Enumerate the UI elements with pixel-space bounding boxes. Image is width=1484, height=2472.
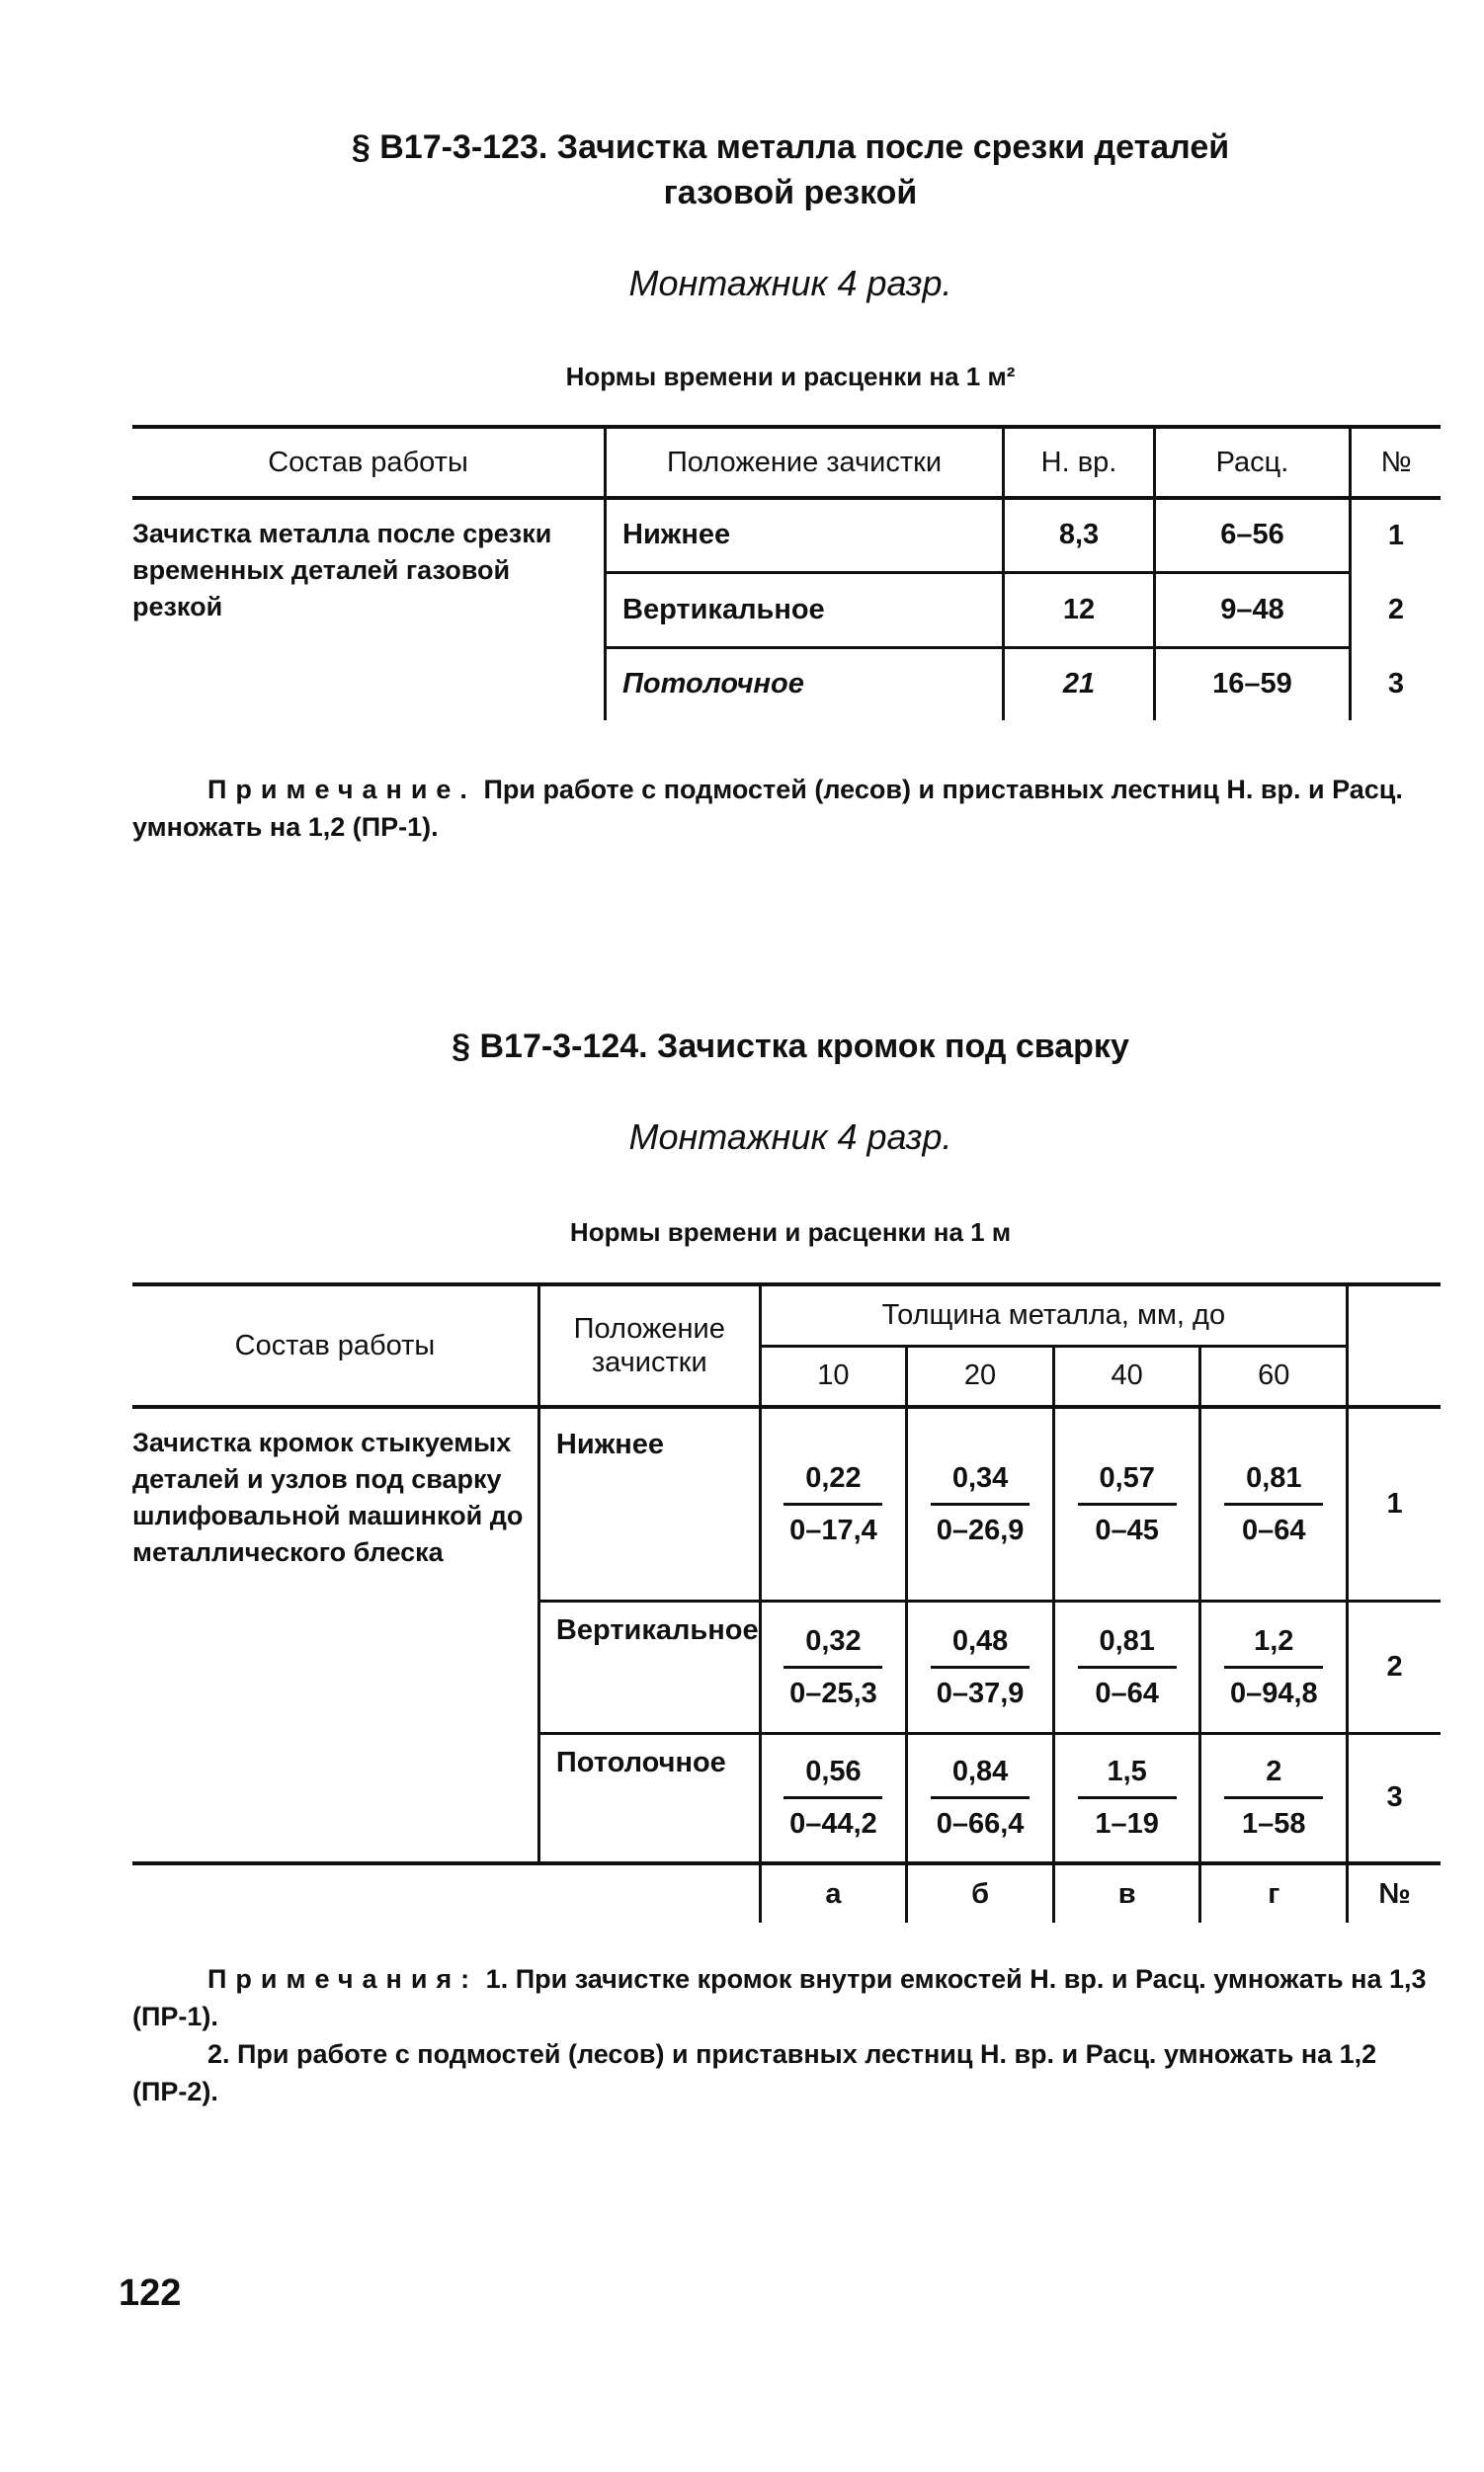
header-thickness-40: 40 xyxy=(1053,1346,1200,1407)
row-2-position: Вертикальное xyxy=(606,572,1004,647)
row-3-number: 3 xyxy=(1348,1733,1441,1863)
row-1-position: Нижнее xyxy=(538,1407,760,1601)
header-empty xyxy=(1348,1284,1441,1407)
row-2-value-40 xyxy=(1055,1624,1199,1710)
row-2-rate: 9–48 xyxy=(1155,572,1351,647)
row-3-rate: 16–59 xyxy=(1155,647,1351,720)
header-thickness-60: 60 xyxy=(1200,1346,1348,1407)
section-1-title-line2: газовой резкой xyxy=(663,174,918,211)
norm-time: 0,81 xyxy=(1078,1624,1177,1669)
work-description: Зачистка металла после срезки временных деталей газовой резкой xyxy=(132,519,552,621)
footer-label-number: № xyxy=(1348,1863,1441,1923)
row-1-value-20 xyxy=(908,1461,1052,1547)
row-2-number: 2 xyxy=(1348,1601,1441,1733)
rate: 0–26,9 xyxy=(936,1514,1025,1546)
section-1-table xyxy=(132,425,1441,720)
row-3-number: 3 xyxy=(1351,647,1442,720)
row-3-norm-time: 21 xyxy=(1004,647,1155,720)
header-work: Состав работы xyxy=(132,1284,538,1407)
row-3-position: Потолочное xyxy=(538,1733,760,1863)
section-2-notes-label: Примечания: xyxy=(207,1964,479,1994)
norm-time: 0,48 xyxy=(931,1624,1030,1669)
row-2-number: 2 xyxy=(1351,572,1442,647)
norm-time: 2 xyxy=(1224,1755,1323,1799)
row-2-value-20 xyxy=(908,1624,1052,1710)
rate: 0–45 xyxy=(1095,1514,1159,1546)
norm-time: 1,2 xyxy=(1224,1624,1323,1669)
rate: 0–64 xyxy=(1095,1677,1159,1709)
norm-time: 0,22 xyxy=(783,1461,882,1506)
section-1-norms-caption: Нормы времени и расценки на 1 м² xyxy=(565,362,1016,391)
footer-label-g: г xyxy=(1200,1863,1348,1923)
section-1-title xyxy=(247,124,1334,215)
footer-empty-position xyxy=(538,1863,760,1923)
section-2-worker: Монтажник 4 разр. xyxy=(628,1116,952,1157)
rate: 0–66,4 xyxy=(936,1808,1025,1841)
row-1-value-60 xyxy=(1201,1461,1346,1547)
row-1-number: 1 xyxy=(1348,1407,1441,1601)
rate: 0–64 xyxy=(1242,1514,1306,1546)
norm-time: 0,84 xyxy=(931,1755,1030,1799)
rate: 0–94,8 xyxy=(1229,1677,1318,1709)
footer-label-a: а xyxy=(760,1863,907,1923)
header-norm-time: Н. вр. xyxy=(1004,427,1155,498)
row-2-value-60 xyxy=(1201,1624,1346,1710)
header-position: Положение зачистки xyxy=(606,427,1004,498)
section-1-note xyxy=(132,771,1441,846)
norm-time: 0,34 xyxy=(931,1461,1030,1506)
footer-empty-work xyxy=(132,1863,538,1923)
section-2-note-2: 2. При работе с подмостей (лесов) и приставных лестниц Н. вр. и Расц. умножать на 1,2 (ПР-2). xyxy=(132,2039,1377,2106)
row-1-number: 1 xyxy=(1351,498,1442,572)
header-rate: Расц. xyxy=(1155,427,1351,498)
row-3-value-40 xyxy=(1055,1755,1199,1841)
row-1-rate: 6–56 xyxy=(1155,498,1351,572)
rate: 0–17,4 xyxy=(789,1514,877,1546)
section-1-title-line1: § В17-3-123. Зачистка металла после срезки деталей xyxy=(351,128,1230,166)
rate: 0–37,9 xyxy=(936,1677,1025,1709)
rate: 1–19 xyxy=(1095,1808,1159,1841)
norm-time: 0,56 xyxy=(783,1755,882,1799)
rate: 0–44,2 xyxy=(789,1808,877,1841)
section-1-worker: Монтажник 4 разр. xyxy=(628,263,952,303)
section-1-note-label: Примечание. xyxy=(207,775,476,804)
row-1-norm-time: 8,3 xyxy=(1004,498,1155,572)
row-2-value-10 xyxy=(762,1624,906,1710)
row-2-norm-time: 12 xyxy=(1004,572,1155,647)
row-1-position: Нижнее xyxy=(606,498,1004,572)
header-work: Состав работы xyxy=(132,427,606,498)
row-2-position: Вертикальное xyxy=(538,1601,760,1733)
section-2-notes xyxy=(132,1960,1441,2110)
header-position: Положение зачистки xyxy=(538,1284,760,1407)
footer-label-b: б xyxy=(907,1863,1054,1923)
footer-label-v: в xyxy=(1053,1863,1200,1923)
norm-time: 0,81 xyxy=(1224,1461,1323,1506)
rate: 1–58 xyxy=(1242,1808,1306,1841)
header-thickness-10: 10 xyxy=(760,1346,907,1407)
section-2-norms-caption: Нормы времени и расценки на 1 м xyxy=(569,1217,1012,1247)
section-2-title: § В17-3-124. Зачистка кромок под сварку xyxy=(452,1028,1129,1065)
rate: 0–25,3 xyxy=(789,1677,877,1709)
row-3-value-60 xyxy=(1201,1755,1346,1841)
header-thickness-20: 20 xyxy=(907,1346,1054,1407)
row-3-position: Потолочное xyxy=(606,647,1004,720)
section-2-note-1 xyxy=(132,1960,1441,2035)
row-3-value-20 xyxy=(908,1755,1052,1841)
row-1-value-40 xyxy=(1055,1461,1199,1547)
norm-time: 1,5 xyxy=(1078,1755,1177,1799)
norm-time: 0,32 xyxy=(783,1624,882,1669)
page-number: 122 xyxy=(119,2272,182,2314)
section-2-note-1-text: 1. При зачистке кромок внутри емкостей Н. вр. и Расц. умножать на 1,3 (ПР-1). xyxy=(132,1964,1427,2031)
row-3-value-10 xyxy=(762,1755,906,1841)
section-2-table xyxy=(132,1282,1441,1923)
norm-time: 0,57 xyxy=(1078,1461,1177,1506)
header-number: № xyxy=(1351,427,1442,498)
row-1-value-10 xyxy=(762,1461,906,1547)
section-1-note-text: При работе с подмостей (лесов) и приставных лестниц Н. вр. и Расц. умножать на 1,2 (ПР-1). xyxy=(132,775,1403,842)
header-thickness: Толщина металла, мм, до xyxy=(760,1284,1348,1346)
work-description: Зачистка кромок стыкуемых деталей и узлов под сварку шлифовальной машинкой до металлического блеска xyxy=(132,1407,538,1863)
